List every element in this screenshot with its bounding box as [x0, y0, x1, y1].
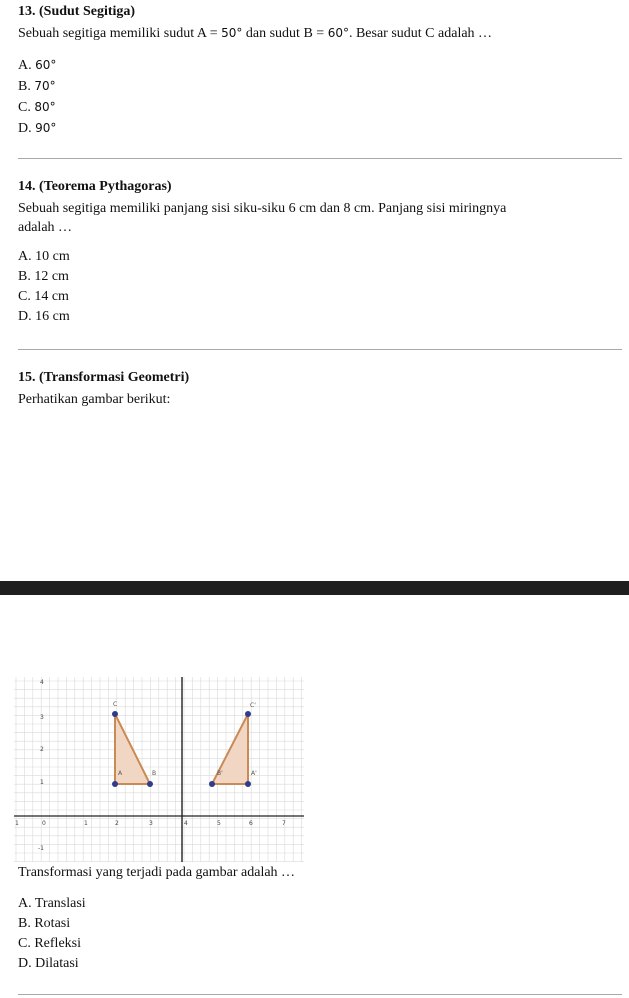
- q15-title: 15. (Transformasi Geometri): [18, 370, 190, 385]
- divider-3: [18, 994, 622, 995]
- x-tick-label: 7: [282, 820, 286, 827]
- x-tick-label: 1: [15, 820, 19, 827]
- label-a-prime: A': [251, 770, 257, 777]
- point-b: [147, 781, 153, 787]
- label-c-prime: C': [250, 702, 256, 709]
- q13-title: 13. (Sudut Segitiga): [18, 4, 136, 19]
- q15-instruction: Perhatikan gambar berikut:: [18, 392, 171, 407]
- q13-text: [18, 25, 492, 42]
- divider-2: [18, 349, 622, 350]
- y-tick-label: 1: [40, 779, 44, 786]
- q14-option-d[interactable]: D. 16 cm: [18, 309, 70, 324]
- x-tick-label: 6: [249, 820, 253, 827]
- x-tick-label: 3: [149, 820, 153, 827]
- q13-angle-b: 60°: [327, 26, 349, 40]
- q13-text-a: Sebuah segitiga memiliki sudut A =: [18, 26, 222, 41]
- divider-1: [18, 158, 622, 159]
- q13-text-b: dan sudut B =: [242, 26, 328, 41]
- q14-option-b[interactable]: B. 12 cm: [18, 269, 69, 284]
- q14-title: 14. (Teorema Pythagoras): [18, 179, 172, 194]
- x-tick-label: 2: [115, 820, 119, 827]
- q15-options: [18, 894, 86, 974]
- q15-option-a[interactable]: A. Translasi: [18, 896, 86, 911]
- q15-option-b[interactable]: B. Rotasi: [18, 916, 71, 931]
- q13-options: [18, 55, 56, 139]
- point-c: [112, 711, 118, 717]
- y-tick-label: 4: [40, 679, 44, 686]
- x-tick-label: 4: [184, 820, 188, 827]
- x-tick-label: 1: [84, 820, 88, 827]
- point-a: [112, 781, 118, 787]
- point-b-prime: [209, 781, 215, 787]
- page-separator-bar: [0, 581, 629, 595]
- label-a: A: [118, 770, 123, 777]
- q13-option-c[interactable]: C. 80°: [18, 100, 56, 115]
- x-tick-label: 5: [217, 820, 221, 827]
- q13-option-d[interactable]: D. 90°: [18, 121, 57, 136]
- label-b: B: [152, 770, 157, 777]
- q14-options: [18, 247, 70, 327]
- point-c-prime: [245, 711, 251, 717]
- point-a-prime: [245, 781, 251, 787]
- q14-text-line2: adalah …: [18, 220, 73, 235]
- q14-option-c[interactable]: C. 14 cm: [18, 289, 69, 304]
- grid: [14, 677, 304, 862]
- q13-text-c: . Besar sudut C adalah …: [348, 26, 493, 41]
- q14-text-line1: Sebuah segitiga memiliki panjang sisi siku-siku 6 cm dan 8 cm. Panjang sisi miringnya: [18, 201, 507, 216]
- y-tick-label: 2: [40, 746, 44, 753]
- y-tick-label: 3: [40, 714, 44, 721]
- label-c: C: [113, 701, 118, 708]
- q15-question: Transformasi yang terjadi pada gambar adalah …: [18, 865, 296, 880]
- q15-option-c[interactable]: C. Refleksi: [18, 936, 81, 951]
- q13-option-b[interactable]: B. 70°: [18, 79, 56, 94]
- q13-angle-a: 50°: [221, 26, 243, 40]
- q15-option-d[interactable]: D. Dilatasi: [18, 956, 79, 971]
- y-tick-label: -1: [38, 845, 44, 852]
- label-b-prime: B': [217, 770, 223, 777]
- q13-option-a[interactable]: A. 60°: [18, 58, 57, 73]
- q14-option-a[interactable]: A. 10 cm: [18, 249, 70, 264]
- coordinate-graph: [14, 677, 304, 862]
- x-tick-label: 0: [42, 820, 46, 827]
